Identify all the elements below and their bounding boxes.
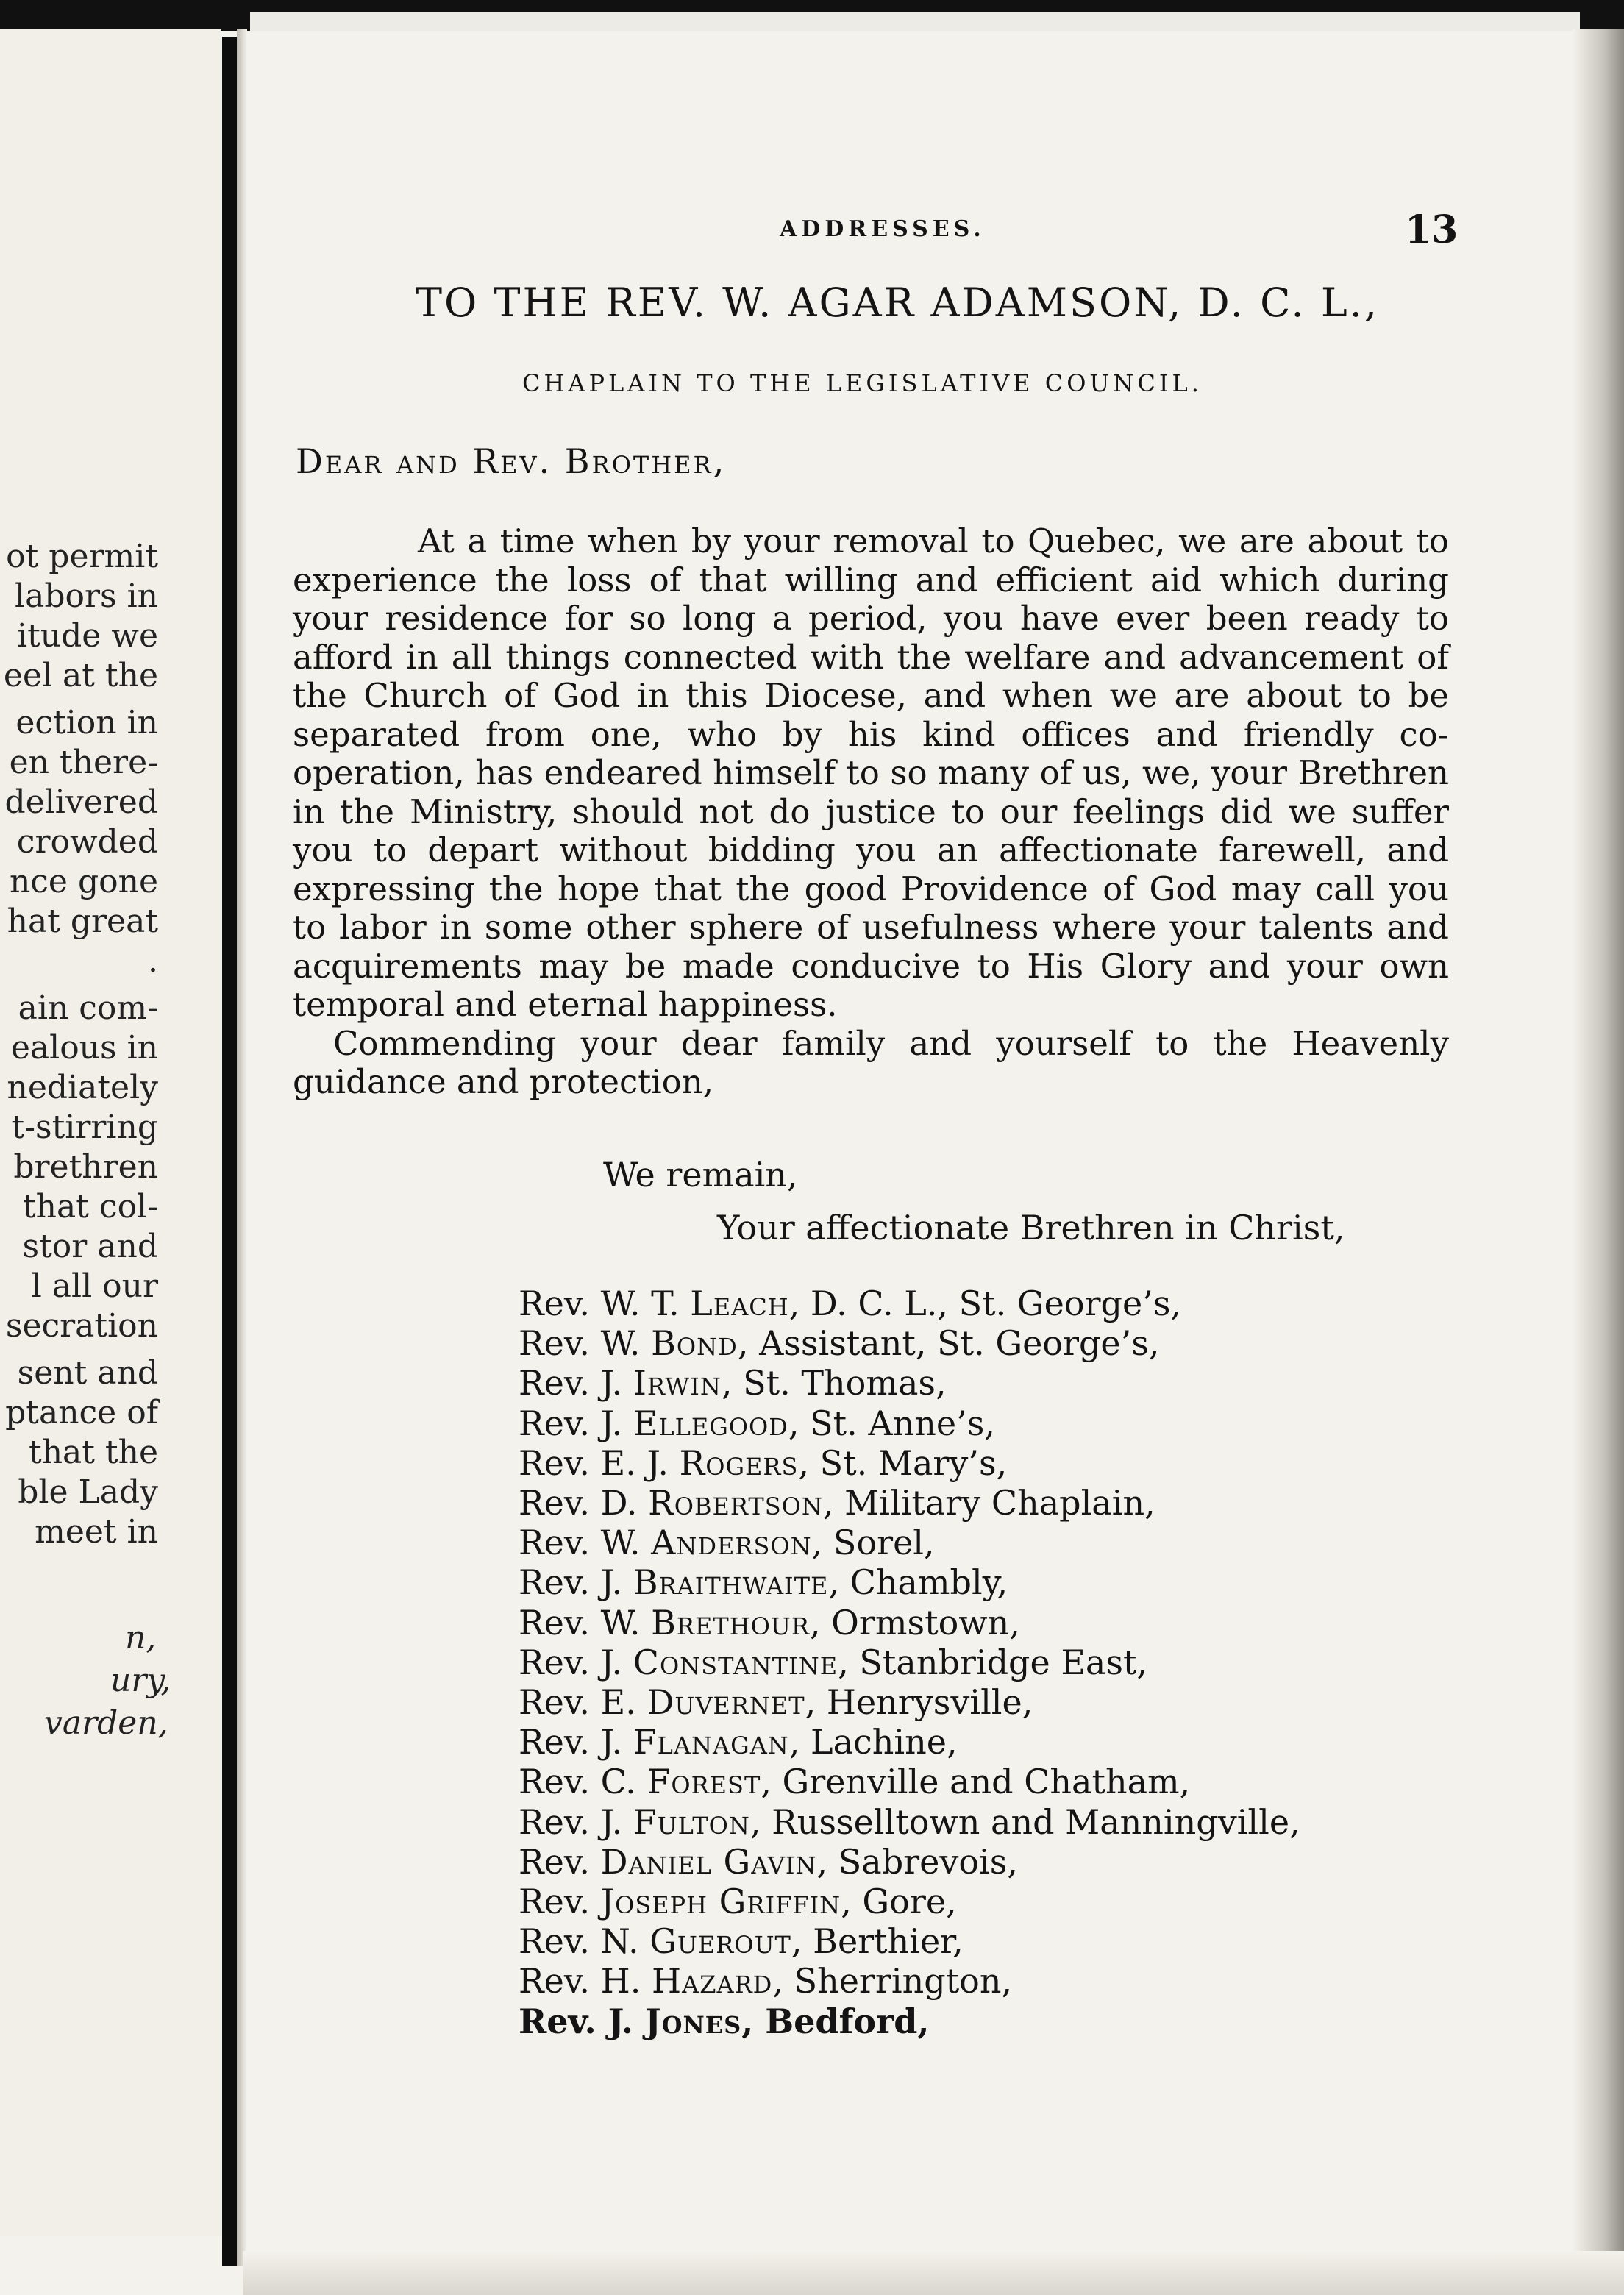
signatory-prefix: Rev. J. [519, 1403, 633, 1443]
signatory-prefix: Rev. W. [519, 1523, 652, 1563]
signatory-parish: , St. Thomas, [721, 1363, 947, 1403]
signatory-surname: Daniel Gavin [600, 1841, 817, 1882]
facing-page-line: ot permit [6, 538, 158, 575]
address-subtitle: CHAPLAIN TO THE LEGISLATIVE COUNCIL. [522, 369, 1203, 397]
signatory-item [519, 1882, 1438, 1921]
address-title: TO THE REV. W. AGAR ADAMSON, D. C. L., [416, 280, 1380, 326]
facing-page-line: labors in [15, 577, 158, 615]
facing-page-line: that col- [23, 1188, 158, 1225]
signatory-surname: Anderson [651, 1523, 812, 1563]
signatory-prefix: Rev. C. [519, 1762, 647, 1802]
facing-page-line: t-stirring [11, 1109, 158, 1146]
signatory-item [519, 1682, 1438, 1722]
signatory-item [519, 1961, 1438, 2001]
signatory-item [519, 1323, 1438, 1363]
facing-page-line: . [148, 942, 158, 980]
signatory-parish: , D. C. L., St. George’s, [788, 1284, 1182, 1323]
facing-page-line: meet in [35, 1513, 158, 1551]
signatory-surname: Hazard [652, 1961, 773, 2002]
facing-page-line: en there- [9, 744, 158, 781]
signatory-surname: Duvernet [647, 1682, 805, 1723]
signatory-parish: , Henrysville, [805, 1682, 1033, 1723]
signatory-parish: , Lachine, [788, 1722, 958, 1762]
facing-page-line: ptance of [5, 1394, 158, 1431]
signatory-parish: , Gore, [841, 1882, 957, 1922]
signatory-item [519, 1523, 1438, 1562]
facing-page-signature-line: varden, [44, 1704, 168, 1742]
signatory-surname: Forest [647, 1762, 761, 1802]
signatory-prefix: Rev. E. J. [519, 1442, 680, 1483]
signatory-item [519, 1722, 1438, 1762]
signatory-prefix: Rev. D. [519, 1483, 649, 1523]
signatory-prefix: Rev. H. [519, 1961, 652, 2002]
signatory-parish: , St. Anne’s, [788, 1403, 995, 1443]
signatory-surname: Guerout [649, 1921, 791, 1962]
facing-page-line: secration [5, 1307, 158, 1345]
signatory-parish: , Russelltown and Manningville, [749, 1801, 1300, 1842]
facing-page-line: stor and [22, 1228, 158, 1265]
signatory-item [519, 1483, 1438, 1523]
facing-page-signature-line: n, [125, 1619, 157, 1657]
signatory-prefix: Rev. J. [519, 1562, 633, 1603]
signatory-parish: , Assistant, St. George’s, [737, 1323, 1160, 1364]
signatory-parish: , Bedford, [741, 2001, 930, 2041]
signatory-parish: , Chambly, [828, 1562, 1008, 1603]
facing-page-line: hat great [7, 903, 158, 940]
facing-page-line: ection in [15, 704, 158, 741]
signatory-item [519, 1603, 1438, 1643]
signatory-item [519, 1403, 1438, 1443]
facing-page-line: l all our [31, 1267, 158, 1305]
signatory-parish: , Stanbridge East, [838, 1642, 1148, 1682]
page-bottom-edge [243, 2251, 1624, 2295]
signatory-item [519, 1284, 1438, 1323]
signatory-surname: Leach [690, 1284, 789, 1323]
signatory-item [519, 1363, 1438, 1403]
signatory-surname: Bond [651, 1323, 738, 1364]
signatory-parish: , Sabrevois, [816, 1841, 1018, 1882]
signatory-item [519, 1762, 1438, 1801]
signatory-surname: Flanagan [633, 1722, 789, 1762]
signatory-prefix: Rev. J. [519, 1722, 633, 1762]
paragraph: At a time when by your removal to Quebec, we are about to experience the loss of that willing and efficient aid which during your residence for so long a period, you have ever been ready to afford in all things connected with the welfare and advancement of the Church of God in this Diocese, and when we are about to be separated from one, who by his kind offices and friendly co-operation, has endeared himself to so many of us, we, your Brethren in the Ministry, should not do justice to our feelings did we suffer you to depart without bidding you an affectionate farewell, and expressing the hope that the good Providence of God may call you to labor in some other sphere of usefulness where your talents and acquirements may be made conducive to His Glory and your own temporal and eternal happiness. [293, 522, 1449, 1024]
signatory-list [519, 1284, 1438, 2041]
signatory-surname: Joseph Griffin [600, 1882, 841, 1922]
signatory-prefix: Rev. [519, 1841, 601, 1882]
facing-page-signature-line: ury, [110, 1662, 171, 1699]
signatory-parish: , Berthier, [791, 1921, 964, 1962]
signatory-parish: , Sorel, [811, 1523, 935, 1563]
signatory-prefix: Rev. W. [519, 1602, 652, 1643]
signatory-item [519, 1921, 1438, 1961]
facing-page-fragment [0, 29, 221, 2236]
facing-page-line: ain com- [18, 989, 158, 1027]
signatory-prefix: Rev. N. [519, 1921, 650, 1962]
signatory-prefix: Rev. W. T. [519, 1284, 691, 1323]
facing-page-line: crowded [16, 823, 158, 861]
book-spine [222, 37, 237, 2266]
facing-page-line: ealous in [10, 1029, 158, 1067]
facing-page-line: itude we [17, 617, 158, 655]
signatory-surname: Irwin [633, 1363, 722, 1403]
page-edge [1573, 29, 1624, 2266]
page-number: 13 [1405, 207, 1459, 252]
signatory-surname: Rogers [679, 1442, 799, 1483]
facing-page-line: brethren [13, 1148, 158, 1186]
facing-page-line: delivered [4, 783, 158, 821]
signatory-surname: Constantine [633, 1642, 838, 1682]
closing-line: We remain, [603, 1155, 798, 1195]
address-body [293, 522, 1449, 1102]
signatory-prefix: Rev. [519, 1882, 601, 1922]
signatory-prefix: Rev. W. [519, 1323, 652, 1364]
signatory-parish: , Military Chaplain, [822, 1483, 1155, 1523]
running-head: ADDRESSES. [780, 216, 986, 242]
signatory-item [519, 1562, 1438, 1602]
signatory-surname: Brethour [651, 1602, 810, 1643]
spine-shadow [237, 29, 247, 2266]
signatory-surname: Robertson [648, 1483, 823, 1523]
signatory-prefix: Rev. J. [519, 1363, 633, 1403]
paragraph: Commending your dear family and yourself to the Heavenly guidance and protection, [293, 1023, 1449, 1101]
signatory-item [519, 1643, 1438, 1682]
signatory-surname: Fulton [633, 1801, 750, 1842]
signatory-surname: Ellegood [633, 1403, 788, 1443]
signatory-prefix: Rev. J. [519, 2001, 645, 2041]
signatory-prefix: Rev. J. [519, 1642, 633, 1682]
salutation: Dear and Rev. Brother, [296, 441, 727, 481]
signatory-parish: , Ormstown, [809, 1602, 1020, 1643]
signatory-parish: , Sherrington, [772, 1961, 1013, 2002]
signatory-surname: Braithwaite [633, 1562, 829, 1603]
facing-page-line: that the [29, 1434, 158, 1471]
signatory-prefix: Rev. J. [519, 1801, 633, 1842]
signatory-parish: , Grenville and Chatham, [761, 1762, 1191, 1802]
signatory-item [519, 1842, 1438, 1882]
facing-page-line: sent and [17, 1354, 158, 1392]
facing-page-line: eel at the [3, 657, 158, 694]
signatory-parish: , St. Mary’s, [798, 1442, 1008, 1483]
closing-line: Your affectionate Brethren in Christ, [717, 1208, 1345, 1248]
signatory-item [519, 1802, 1438, 1842]
signatory-item [519, 2002, 1438, 2041]
facing-page-line: nediately [7, 1069, 158, 1106]
facing-page-line: ble Lady [18, 1473, 158, 1511]
signatory-surname: Jones [644, 2001, 742, 2041]
signatory-item [519, 1443, 1438, 1483]
signatory-prefix: Rev. E. [519, 1682, 647, 1723]
facing-page-line: nce gone [9, 863, 158, 900]
scan-top-border [0, 0, 1624, 31]
